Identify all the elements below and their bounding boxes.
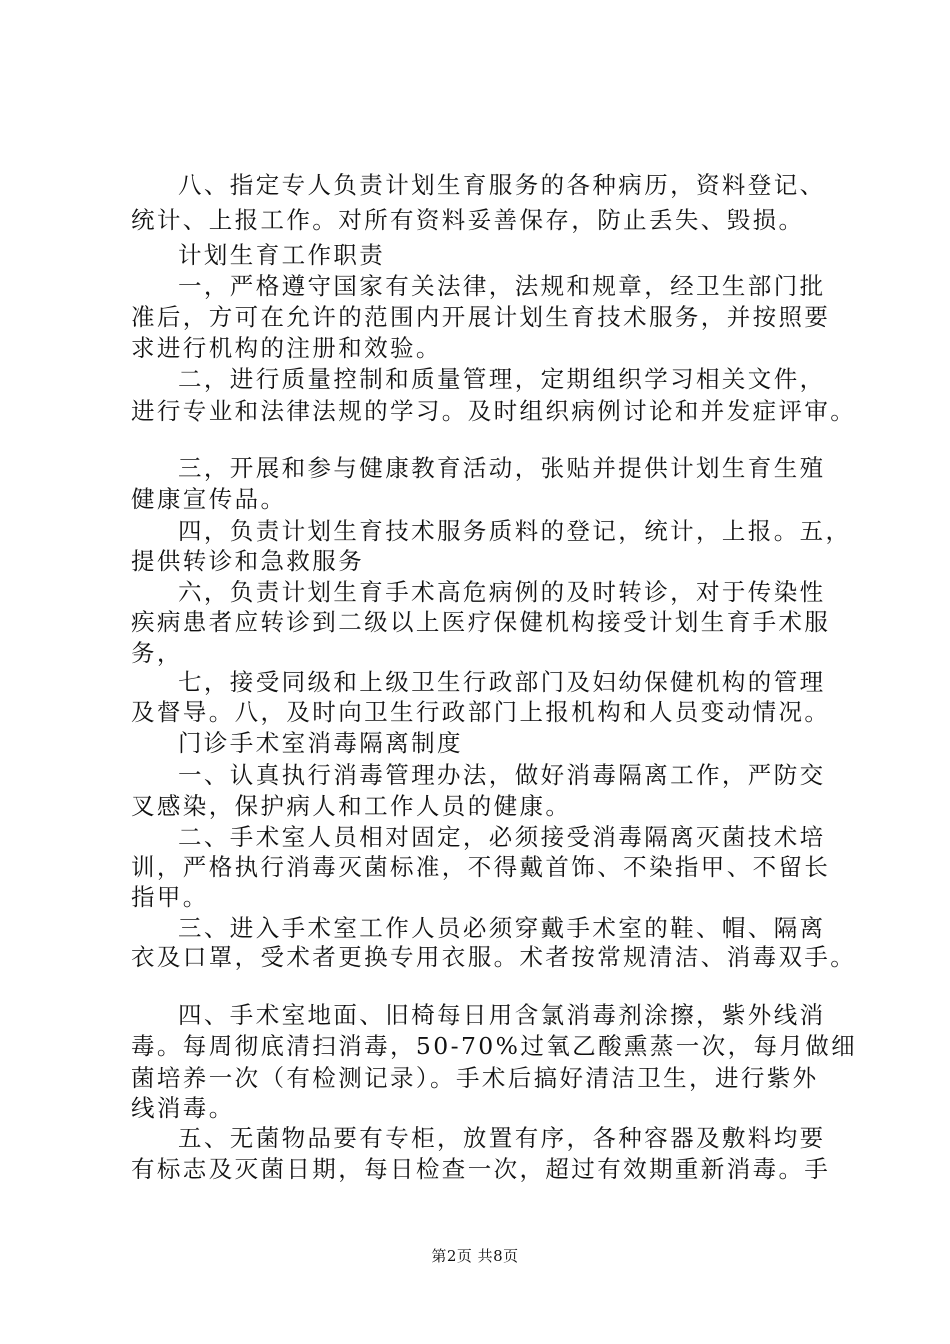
paragraph-line: 七，接受同级和上级卫生行政部门及妇幼保健机构的管理 <box>178 668 826 696</box>
paragraph-line: 一，严格遵守国家有关法律，法规和规章，经卫生部门批 <box>178 272 826 300</box>
paragraph-line: 及督导。八，及时向卫生行政部门上报机构和人员变动情况。 <box>131 698 831 726</box>
paragraph-line: 一、认真执行消毒管理办法，做好消毒隔离工作，严防交 <box>178 761 826 789</box>
paragraph-line: 八、指定专人负责计划生育服务的各种病历，资料登记、 <box>178 171 826 199</box>
paragraph-line: 菌培养一次（有检测记录）。手术后搞好清洁卫生，进行紫外 <box>131 1064 819 1092</box>
paragraph-line: 四、手术室地面、旧椅每日用含氯消毒剂涂擦，紫外线消 <box>178 1001 826 1029</box>
paragraph-line: 指甲。 <box>131 883 209 911</box>
paragraph-line: 疾病患者应转诊到二级以上医疗保健机构接受计划生育手术服 <box>131 608 831 636</box>
paragraph-line: 线消毒。 <box>131 1094 235 1122</box>
paragraph-line: 提供转诊和急救服务 <box>131 547 365 575</box>
paragraph-line: 统计、上报工作。对所有资料妥善保存，防止丢失、毁损。 <box>131 206 805 234</box>
paragraph-line: 四，负责计划生育技术服务质料的登记，统计，上报。五， <box>178 517 852 545</box>
section-heading: 计划生育工作职责 <box>178 241 386 269</box>
paragraph-line: 准后，方可在允许的范围内开展计划生育技术服务，并按照要 <box>131 303 831 331</box>
paragraph-line: 二、手术室人员相对固定，必须接受消毒隔离灭菌技术培 <box>178 823 826 851</box>
paragraph-line: 有标志及灭菌日期，每日检查一次，超过有效期重新消毒。手 <box>131 1155 831 1183</box>
paragraph-line: 二，进行质量控制和质量管理，定期组织学习相关文件， <box>178 365 826 393</box>
paragraph-line: 六，负责计划生育手术高危病例的及时转诊，对于传染性 <box>178 578 826 606</box>
paragraph-line: 五、无菌物品要有专柜，放置有序，各种容器及敷料均要 <box>178 1124 826 1152</box>
paragraph-line: 三、进入手术室工作人员必须穿戴手术室的鞋、帽、隔离 <box>178 914 826 942</box>
section-heading: 门诊手术室消毒隔离制度 <box>178 729 463 757</box>
paragraph-line: 叉感染，保护病人和工作人员的健康。 <box>131 792 572 820</box>
paragraph-line: 求进行机构的注册和效验。 <box>131 334 442 362</box>
paragraph-line: 务， <box>131 639 183 667</box>
paragraph-line: 进行专业和法律法规的学习。及时组织病例讨论和并发症评审。 <box>131 397 857 425</box>
paragraph-line: 健康宣传品。 <box>131 485 287 513</box>
paragraph-line: 三，开展和参与健康教育活动，张贴并提供计划生育生殖 <box>178 454 826 482</box>
page-number-footer: 第2页 共8页 <box>431 1247 519 1265</box>
paragraph-line: 训，严格执行消毒灭菌标准，不得戴首饰、不染指甲、不留长 <box>131 853 831 881</box>
paragraph-line: 毒。每周彻底清扫消毒，50-70%过氧乙酸熏蒸一次，每月做细 <box>131 1032 858 1060</box>
paragraph-line: 衣及口罩，受术者更换专用衣服。术者按常规清洁、消毒双手。 <box>131 943 857 971</box>
